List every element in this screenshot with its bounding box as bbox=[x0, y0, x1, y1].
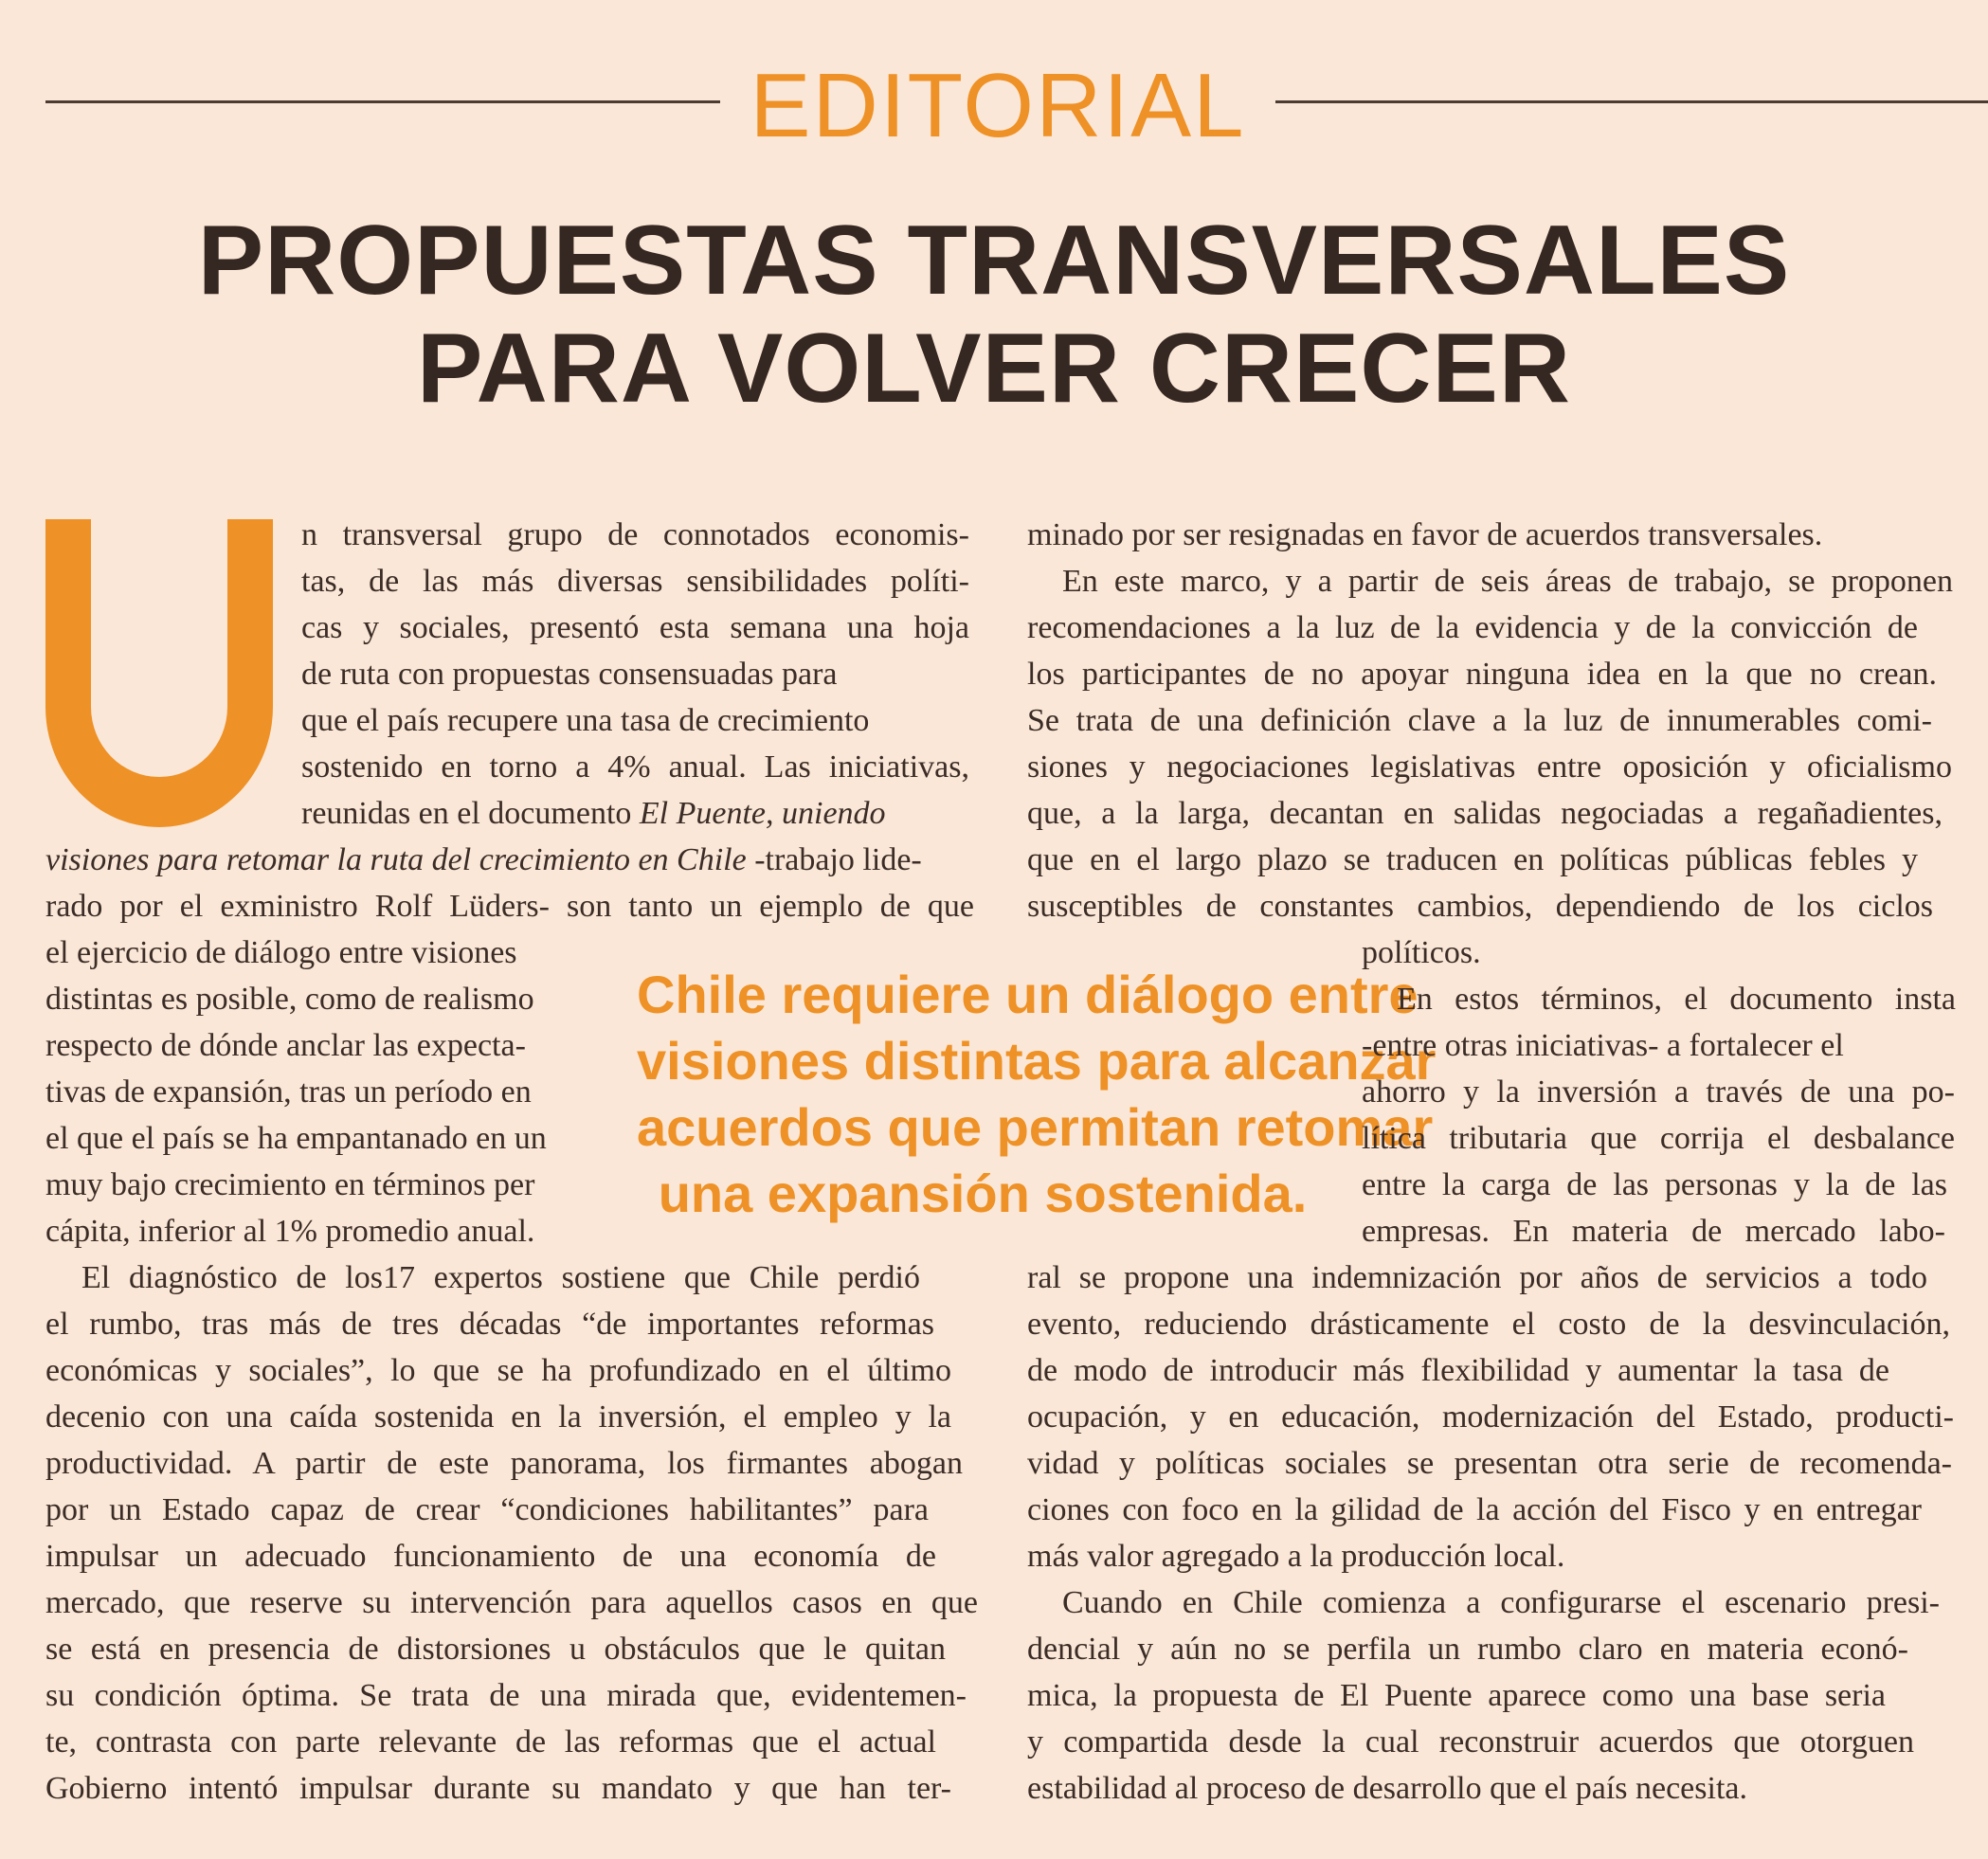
text-line: Gobierno intentó impulsar durante su mandato y que han ter- bbox=[45, 1771, 951, 1806]
text-line bbox=[45, 837, 969, 883]
text-line: el que el país se ha empantanado en un bbox=[45, 1121, 547, 1156]
text-line: productividad. A partir de este panorama, los firmantes abogan bbox=[45, 1446, 963, 1481]
text-line: Se trata de una definición clave a la luz de innumerables comi- bbox=[1027, 703, 1932, 738]
text-line: mercado, que reserve su intervención para aquellos casos en que bbox=[45, 1585, 978, 1620]
text-line: ciones con foco en la gilidad de la acción del Fisco y en entregar bbox=[1027, 1492, 1922, 1527]
text-line: que el país recupere una tasa de crecimiento bbox=[301, 703, 870, 738]
divider-left bbox=[45, 100, 720, 103]
pull-quote bbox=[637, 962, 1437, 1227]
text-line: Cuando en Chile comienza a configurarse el escenario presi- bbox=[1062, 1585, 1940, 1620]
document-title: visiones para retomar la ruta del crecimiento en Chile bbox=[45, 842, 747, 877]
text-line: cápita, inferior al 1% promedio anual. bbox=[45, 1214, 535, 1249]
text-line: ahorro y la inversión a través de una po- bbox=[1362, 1074, 1955, 1110]
text-line: n transversal grupo de connotados economis- bbox=[301, 517, 969, 552]
text-line: minado por ser resignadas en favor de acuerdos transversales. bbox=[1027, 517, 1823, 552]
text-line: te, contrasta con parte relevante de las reformas que el actual bbox=[45, 1724, 936, 1760]
text-line: recomendaciones a la luz de la evidencia y de la convicción de bbox=[1027, 610, 1918, 645]
text-line: de modo de introducir más flexibilidad y aumentar la tasa de bbox=[1027, 1353, 1889, 1388]
text-line: -entre otras iniciativas- a fortalecer el bbox=[1362, 1028, 1844, 1063]
text-line: susceptibles de constantes cambios, dependiendo de los ciclos bbox=[1027, 889, 1933, 924]
text-line: por un Estado capaz de crear “condiciones habilitantes” para bbox=[45, 1492, 929, 1527]
text-line: tivas de expansión, tras un período en bbox=[45, 1074, 532, 1110]
headline-line-2: PARA VOLVER CRECER bbox=[417, 314, 1571, 424]
pull-quote-line: una expansión sostenida. bbox=[658, 1164, 1308, 1223]
text-line: mica, la propuesta de El Puente aparece como una base seria bbox=[1027, 1678, 1886, 1713]
text-line: En este marco, y a partir de seis áreas de trabajo, se proponen bbox=[1062, 564, 1953, 599]
text-line: En estos términos, el documento insta bbox=[1397, 982, 1956, 1017]
headline bbox=[0, 207, 1988, 423]
text-line: que, a la larga, decantan en salidas negociadas a regañadientes, bbox=[1027, 796, 1943, 831]
headline-line-1: PROPUESTAS TRANSVERSALES bbox=[197, 206, 1791, 316]
text-line: cas y sociales, presentó esta semana una hoja bbox=[301, 610, 969, 645]
text-line: los participantes de no apoyar ninguna idea en la que no crean. bbox=[1027, 657, 1937, 692]
section-label: EDITORIAL bbox=[750, 55, 1246, 156]
text-line: estabilidad al proceso de desarrollo que el país necesita. bbox=[1027, 1771, 1747, 1806]
text-line: y compartida desde la cual reconstruir acuerdos que otorguen bbox=[1027, 1724, 1914, 1760]
document-title: El Puente, uniendo bbox=[639, 796, 886, 831]
text-line: impulsar un adecuado funcionamiento de una economía de bbox=[45, 1539, 936, 1574]
pull-quote-line: acuerdos que permitan retomar bbox=[637, 1097, 1434, 1157]
text-span: reunidas en el documento bbox=[301, 796, 632, 831]
text-line: que en el largo plazo se traducen en políticas públicas febles y bbox=[1027, 842, 1918, 877]
pull-quote-line: Chile requiere un diálogo entre bbox=[637, 965, 1419, 1024]
text-line: ral se propone una indemnización por años de servicios a todo bbox=[1027, 1260, 1927, 1295]
text-line: respecto de dónde anclar las expecta- bbox=[45, 1028, 526, 1063]
text-line: empresas. En materia de mercado labo- bbox=[1362, 1214, 1945, 1249]
text-line: su condición óptima. Se trata de una mirada que, evidentemen- bbox=[45, 1678, 967, 1713]
text-line: se está en presencia de distorsiones u obstáculos que le quitan bbox=[45, 1632, 946, 1667]
text-line: el ejercicio de diálogo entre visiones bbox=[45, 935, 517, 970]
text-line: de ruta con propuestas consensuadas para bbox=[301, 657, 838, 692]
text-line: El diagnóstico de los17 expertos sostiene que Chile perdió bbox=[81, 1260, 920, 1295]
text-line: vidad y políticas sociales se presentan otra serie de recomenda- bbox=[1027, 1446, 1952, 1481]
text-line: tas, de las más diversas sensibilidades políti- bbox=[301, 564, 969, 599]
divider-right bbox=[1275, 100, 1988, 103]
text-line: muy bajo crecimiento en términos per bbox=[45, 1167, 535, 1202]
text-line: más valor agregado a la producción local. bbox=[1027, 1539, 1565, 1574]
drop-cap bbox=[45, 519, 273, 827]
text-line bbox=[301, 790, 969, 837]
text-line: rado por el exministro Rolf Lüders- son tanto un ejemplo de que bbox=[45, 889, 974, 924]
text-line: entre la carga de las personas y la de las bbox=[1362, 1167, 1947, 1202]
text-line: decenio con una caída sostenida en la inversión, el empleo y la bbox=[45, 1399, 951, 1435]
text-line: económicas y sociales”, lo que se ha profundizado en el último bbox=[45, 1353, 951, 1388]
text-line: evento, reduciendo drásticamente el costo de la desvinculación, bbox=[1027, 1307, 1950, 1342]
text-line: sostenido en torno a 4% anual. Las iniciativas, bbox=[301, 749, 969, 785]
text-line: ocupación, y en educación, modernización del Estado, producti- bbox=[1027, 1399, 1954, 1435]
text-line: el rumbo, tras más de tres décadas “de importantes reformas bbox=[45, 1307, 934, 1342]
text-span: -trabajo lide- bbox=[754, 842, 922, 877]
pull-quote-line: visiones distintas para alcanzar bbox=[637, 1031, 1437, 1091]
text-line: siones y negociaciones legislativas entre oposición y oficialismo bbox=[1027, 749, 1952, 785]
text-line: distintas es posible, como de realismo bbox=[45, 982, 534, 1017]
text-line: dencial y aún no se perfila un rumbo claro en materia econó- bbox=[1027, 1632, 1908, 1667]
text-line: políticos. bbox=[1362, 935, 1481, 970]
text-line: lítica tributaria que corrija el desbalance bbox=[1362, 1121, 1955, 1156]
